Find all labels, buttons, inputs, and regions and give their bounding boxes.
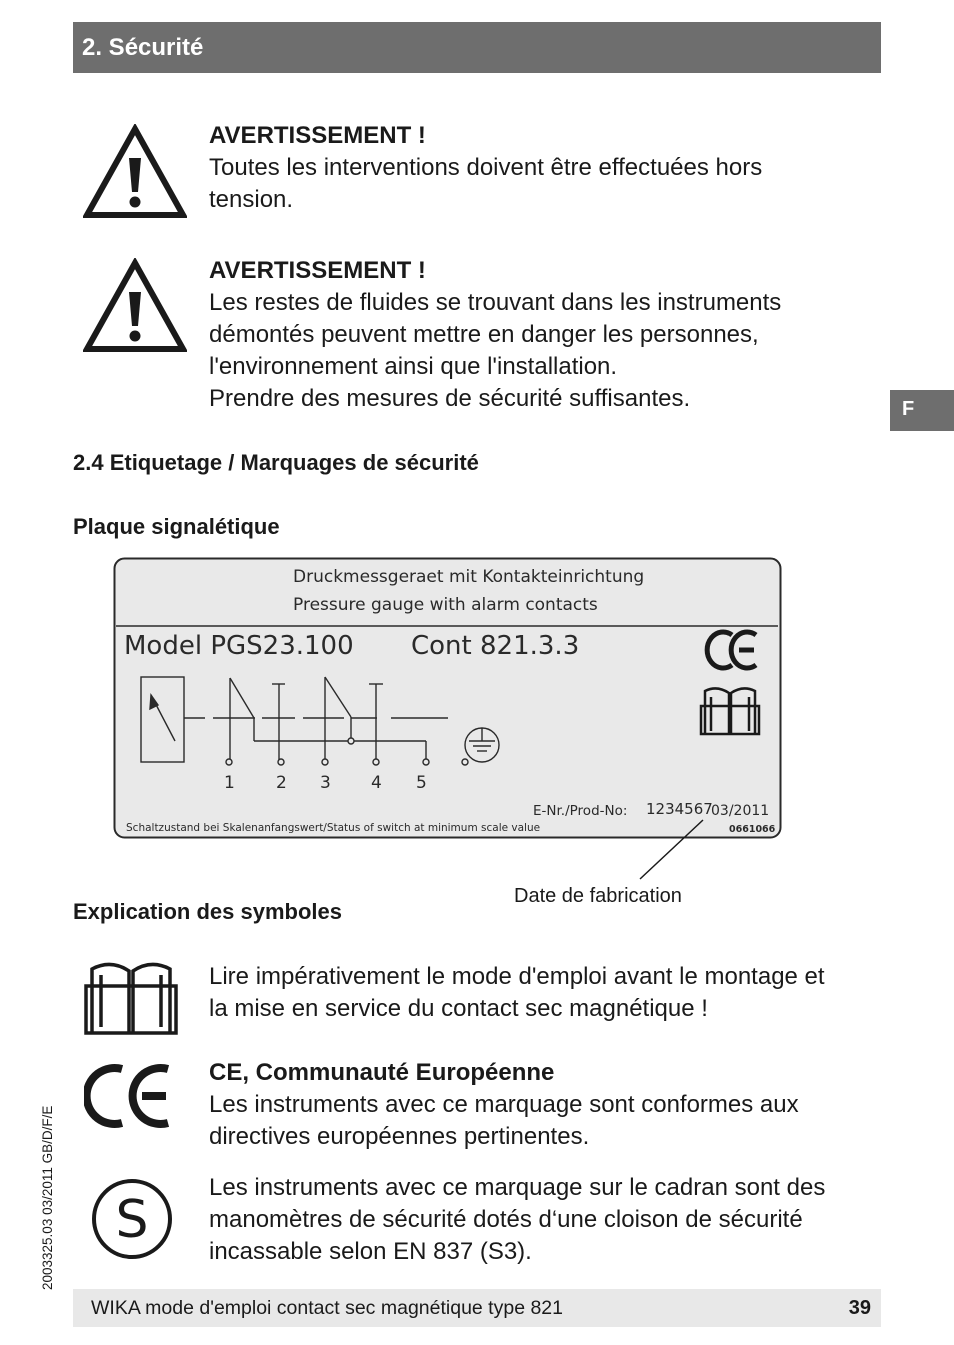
warning-line: Toutes les interventions doivent être effectuées hors (209, 154, 763, 181)
symbol-line: manomètres de sécurité dotés d‘une cloison de sécurité (209, 1206, 803, 1233)
ce-mark-icon (84, 1063, 176, 1129)
warning-title: AVERTISSEMENT ! (209, 257, 426, 284)
warning-line: Les restes de fluides se trouvant dans les instruments (209, 289, 782, 316)
symbol-title: CE, Communauté Européenne (209, 1059, 555, 1086)
warning-line: démontés peuvent mettre en danger les personnes, (209, 321, 759, 348)
nameplate-model: Model PGS23.100 (124, 631, 354, 661)
section-title: 2. Sécurité (82, 34, 204, 61)
page-footer (73, 1289, 881, 1327)
manual-book-icon (83, 959, 179, 1037)
prod-no-value: 1234567 (646, 800, 713, 818)
symbol-line: la mise en service du contact sec magnétique ! (209, 995, 708, 1022)
terminal-label: 5 (416, 773, 427, 793)
section-header (73, 22, 881, 73)
language-tab (890, 390, 954, 431)
terminal-label: 4 (371, 773, 382, 793)
nameplate-cont: Cont 821.3.3 (411, 631, 580, 661)
symbol-line: incassable selon EN 837 (S3). (209, 1238, 532, 1265)
nameplate-illustration (113, 557, 782, 839)
nameplate-line-de: Druckmessgeraet mit Kontakteinrichtung (293, 567, 645, 587)
warning-line: Prendre des mesures de sécurité suffisantes. (209, 385, 691, 412)
nameplate-line-en: Pressure gauge with alarm contacts (293, 595, 598, 615)
manufacture-date: 03/2011 (711, 803, 770, 819)
symbol-line: Les instruments avec ce marquage sur le cadran sont des (209, 1174, 826, 1201)
symbol-line: Les instruments avec ce marquage sont conformes aux (209, 1091, 799, 1118)
warning-title: AVERTISSEMENT ! (209, 122, 426, 149)
document-code: 2003325.03 03/2011 GB/D/F/E (40, 1105, 55, 1290)
terminal-label: 1 (224, 773, 235, 793)
terminal-label: 2 (276, 773, 287, 793)
page-number: 39 (848, 1296, 871, 1319)
terminal-label: 3 (320, 773, 331, 793)
symbol-description (209, 1057, 869, 1153)
footer-text: WIKA mode d'emploi contact sec magnétique type 821 (91, 1296, 563, 1319)
warning-triangle-icon (83, 124, 187, 218)
switch-status-note: Schaltzustand bei Skalenanfangswert/Status of switch at minimum scale value (126, 822, 541, 834)
language-tab-label: F (902, 398, 915, 420)
safety-s-icon (90, 1177, 174, 1261)
warning-line: l'environnement ainsi que l'installation. (209, 353, 618, 380)
warning-triangle-icon (83, 258, 187, 352)
section-heading: 2.4 Etiquetage / Marquages de sécurité (73, 450, 479, 475)
svg-text:S: S (115, 1190, 149, 1250)
callout-leader-line (620, 815, 720, 895)
symbol-description (209, 1172, 869, 1268)
symbol-line: Lire impérativement le mode d'emploi avant le montage et (209, 963, 825, 990)
warning-block (209, 255, 849, 415)
symbol-description (209, 961, 869, 1025)
date-callout-label: Date de fabrication (514, 885, 682, 907)
symbols-heading: Explication des symboles (73, 899, 342, 924)
warning-line: tension. (209, 186, 294, 213)
plate-code: 0661066 (729, 824, 776, 835)
prod-no-label: E-Nr./Prod-No: (533, 803, 628, 819)
nameplate-heading: Plaque signalétique (73, 514, 280, 539)
warning-block (209, 120, 849, 216)
symbol-line: directives européennes pertinentes. (209, 1123, 590, 1150)
